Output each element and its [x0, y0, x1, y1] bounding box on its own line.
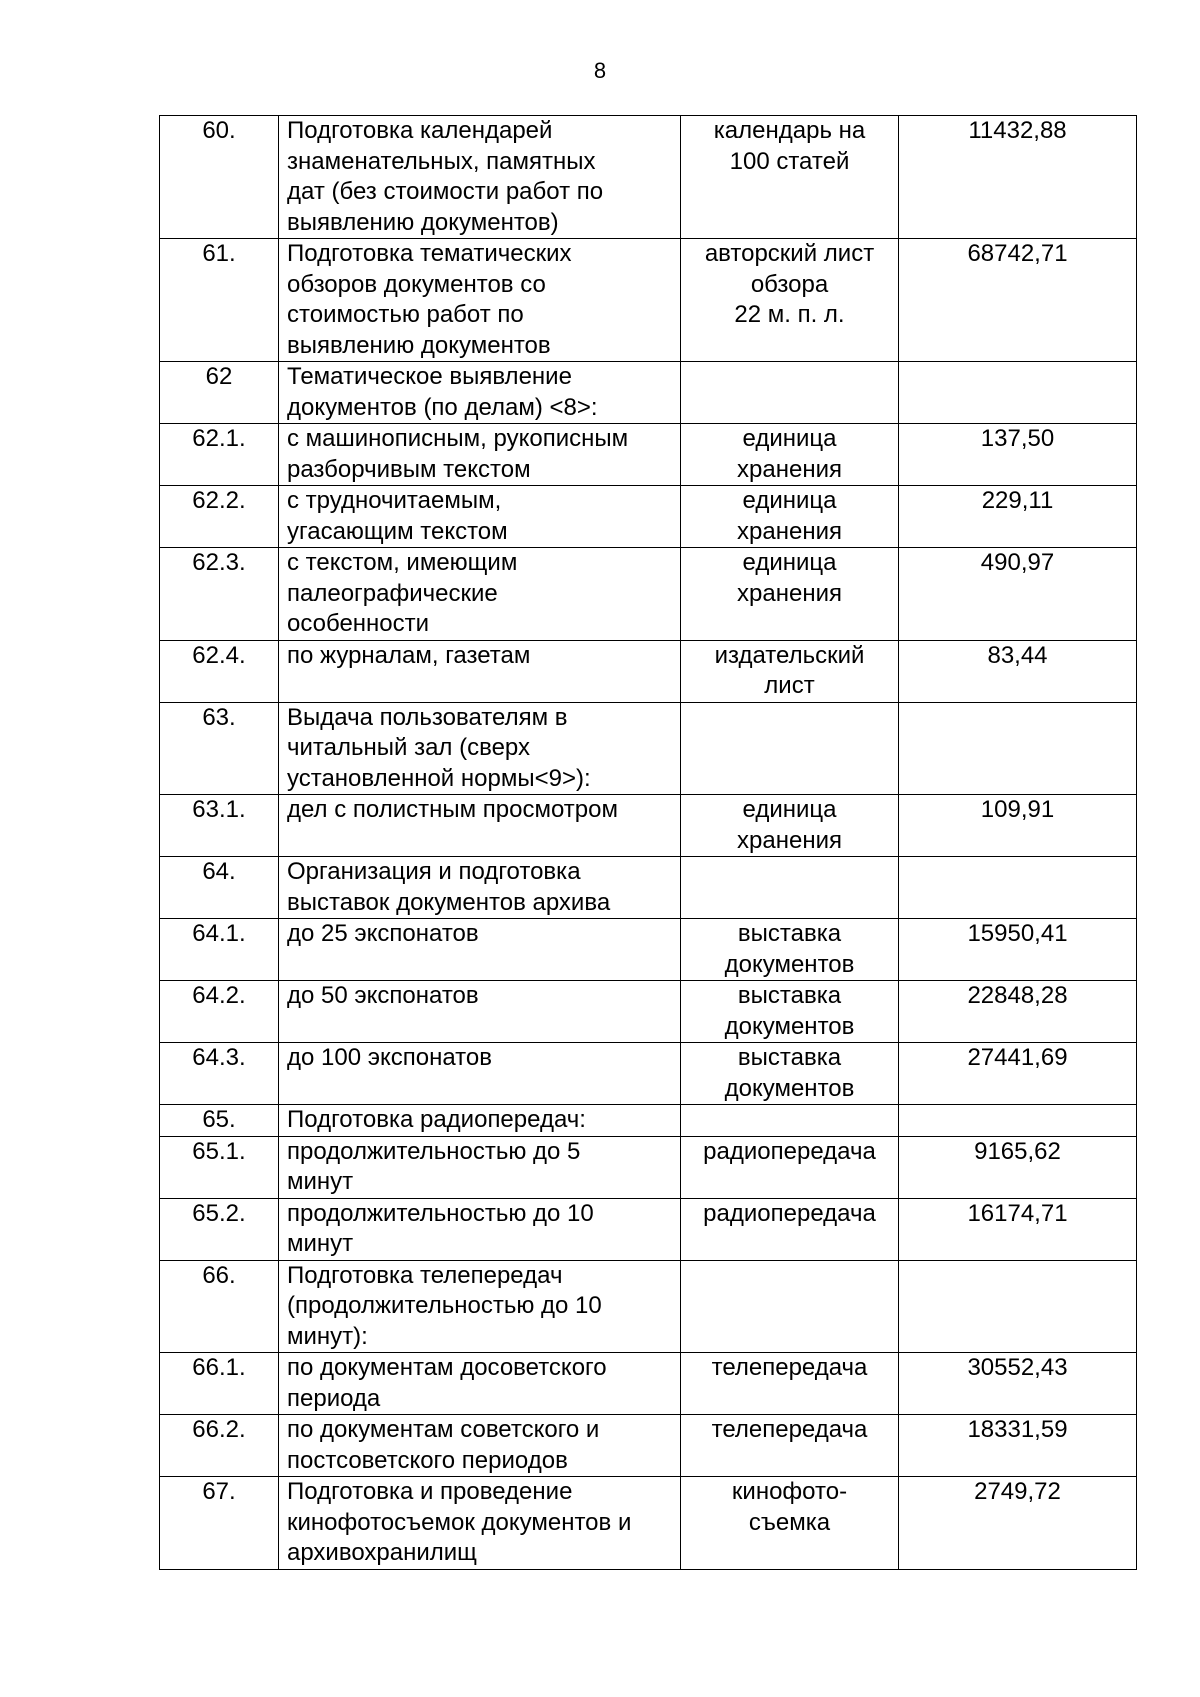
work-name-line: Подготовка тематических: [287, 240, 572, 267]
price-cell: 15950,41: [899, 919, 1137, 981]
unit-line: телепередача: [711, 1354, 868, 1381]
unit-cell: [681, 1136, 899, 1198]
unit-cell: [681, 981, 899, 1043]
work-name-line: Подготовка телепередач: [287, 1261, 563, 1289]
unit-line: съемка: [748, 1508, 831, 1536]
unit-line: радиопередача: [703, 1137, 876, 1165]
table-row: [160, 1260, 1137, 1353]
work-name-cell: [279, 702, 681, 795]
work-name-line: дел с полистным просмотром: [287, 796, 618, 823]
table-row: [160, 640, 1137, 702]
work-name-cell: [279, 1415, 681, 1477]
work-name-cell: [279, 1260, 681, 1353]
work-name-line: палеографические: [287, 579, 498, 607]
table-row: [160, 424, 1137, 486]
work-name-cell: [279, 486, 681, 548]
price-cell: 11432,88: [899, 116, 1137, 239]
work-name-line: минут):: [287, 1322, 368, 1350]
price-cell: 2749,72: [899, 1477, 1137, 1570]
work-name-cell: [279, 1105, 681, 1137]
work-name-cell: [279, 640, 681, 702]
unit-line: документов: [724, 1074, 855, 1102]
work-name-line: выявлению документов): [287, 208, 559, 236]
table-row: [160, 857, 1137, 919]
price-cell: 490,97: [899, 548, 1137, 641]
table-row: [160, 1043, 1137, 1105]
unit-cell: [681, 486, 899, 548]
row-number-cell: 63.: [160, 702, 279, 795]
row-number-cell: 64.2.: [160, 981, 279, 1043]
row-number-cell: 61.: [160, 239, 279, 362]
work-name-line: периода: [287, 1384, 381, 1412]
table-row: [160, 1477, 1137, 1570]
page-number: 8: [593, 58, 607, 83]
work-name-line: разборчивым текстом: [287, 455, 531, 483]
work-name-line: до 25 экспонатов: [287, 920, 479, 947]
table-row: [160, 362, 1137, 424]
row-number-cell: 62.3.: [160, 548, 279, 641]
table-row: [160, 1415, 1137, 1477]
unit-line: хранения: [737, 517, 842, 545]
row-number-cell: 65.1.: [160, 1136, 279, 1198]
unit-cell: [681, 424, 899, 486]
price-cell: [899, 857, 1137, 919]
row-number-cell: 64.: [160, 857, 279, 919]
unit-line: лист: [764, 672, 815, 699]
table-row: [160, 486, 1137, 548]
work-name-line: Подготовка и проведение: [287, 1478, 573, 1505]
row-number-cell: 60.: [160, 116, 279, 239]
work-name-cell: [279, 1136, 681, 1198]
work-name-line: Выдача пользователям в: [287, 703, 568, 731]
unit-line: выставка: [737, 982, 842, 1009]
price-cell: 27441,69: [899, 1043, 1137, 1105]
row-number-cell: 62.1.: [160, 424, 279, 486]
row-number-cell: 66.2.: [160, 1415, 279, 1477]
work-name-line: с трудночитаемым,: [287, 487, 502, 514]
unit-line: единица: [742, 425, 837, 452]
price-cell: [899, 1105, 1137, 1137]
price-cell: 18331,59: [899, 1415, 1137, 1477]
work-name-cell: [279, 1477, 681, 1570]
unit-cell: [681, 702, 899, 795]
price-cell: 9165,62: [899, 1136, 1137, 1198]
table-row: [160, 1198, 1137, 1260]
unit-line: издательский: [714, 641, 865, 669]
unit-line: выставка: [737, 920, 842, 947]
work-name-cell: [279, 548, 681, 641]
unit-cell: [681, 1105, 899, 1137]
price-cell: 30552,43: [899, 1353, 1137, 1415]
price-cell: 22848,28: [899, 981, 1137, 1043]
price-table: [159, 115, 1137, 1570]
unit-cell: [681, 362, 899, 424]
price-cell: [899, 702, 1137, 795]
row-number-cell: 64.1.: [160, 919, 279, 981]
work-name-line: Подготовка радиопередач:: [287, 1106, 586, 1133]
row-number-cell: 66.: [160, 1260, 279, 1353]
work-name-line: до 50 экспонатов: [287, 982, 479, 1009]
work-name-line: кинофотосъемок документов и: [287, 1508, 632, 1536]
unit-cell: [681, 1415, 899, 1477]
work-name-line: Тематическое выявление: [287, 363, 572, 390]
table-row: [160, 1136, 1137, 1198]
unit-line: единица: [742, 796, 837, 823]
work-name-cell: [279, 239, 681, 362]
work-name-line: документов (по делам) <8>:: [287, 393, 598, 421]
unit-line: выставка: [737, 1044, 842, 1071]
price-cell: 137,50: [899, 424, 1137, 486]
unit-cell: [681, 640, 899, 702]
table-row: [160, 1105, 1137, 1137]
work-name-line: читальный зал (сверх: [287, 734, 530, 761]
row-number-cell: 64.3.: [160, 1043, 279, 1105]
unit-line: телепередача: [711, 1416, 868, 1443]
price-cell: 109,91: [899, 795, 1137, 857]
price-cell: [899, 362, 1137, 424]
unit-line: радиопередача: [703, 1199, 876, 1227]
table-row: [160, 239, 1137, 362]
work-name-line: постсоветского периодов: [287, 1446, 568, 1474]
unit-line: хранения: [737, 579, 842, 607]
unit-line: единица: [742, 549, 837, 576]
row-number-cell: 62.4.: [160, 640, 279, 702]
work-name-cell: [279, 919, 681, 981]
work-name-cell: [279, 1353, 681, 1415]
work-name-line: до 100 экспонатов: [287, 1044, 492, 1071]
table-row: [160, 548, 1137, 641]
table-row: [160, 702, 1137, 795]
price-cell: 16174,71: [899, 1198, 1137, 1260]
table-row: [160, 1353, 1137, 1415]
price-cell: 83,44: [899, 640, 1137, 702]
row-number-cell: 66.1.: [160, 1353, 279, 1415]
table-row: [160, 919, 1137, 981]
unit-cell: [681, 1043, 899, 1105]
unit-cell: [681, 857, 899, 919]
work-name-line: выявлению документов: [287, 331, 551, 359]
unit-line: авторский лист: [704, 240, 875, 267]
unit-cell: [681, 795, 899, 857]
work-name-line: продолжительностью до 5: [287, 1137, 581, 1165]
work-name-line: стоимостью работ по: [287, 301, 524, 328]
work-name-line: по документам досоветского: [287, 1354, 607, 1381]
unit-line: документов: [724, 950, 855, 978]
work-name-line: особенности: [287, 610, 430, 637]
work-name-line: минут: [287, 1168, 354, 1195]
work-name-line: установленной нормы<9>):: [287, 764, 591, 792]
unit-line: хранения: [737, 455, 842, 483]
work-name-line: с текстом, имеющим: [287, 549, 518, 576]
unit-line: обзора: [750, 270, 829, 298]
unit-cell: [681, 1260, 899, 1353]
price-cell: 229,11: [899, 486, 1137, 548]
unit-cell: [681, 1477, 899, 1570]
row-number-cell: 65.: [160, 1105, 279, 1137]
table-row: [160, 795, 1137, 857]
work-name-line: Подготовка календарей: [287, 117, 553, 144]
unit-cell: [681, 1198, 899, 1260]
unit-line: хранения: [737, 826, 842, 854]
work-name-cell: [279, 857, 681, 919]
row-number-cell: 67.: [160, 1477, 279, 1570]
work-name-line: по журналам, газетам: [287, 641, 531, 669]
unit-cell: [681, 1353, 899, 1415]
work-name-cell: [279, 116, 681, 239]
work-name-cell: [279, 981, 681, 1043]
unit-line: единица: [742, 487, 837, 514]
work-name-line: угасающим текстом: [287, 517, 508, 545]
unit-line: 100 статей: [729, 147, 850, 175]
work-name-cell: [279, 1198, 681, 1260]
work-name-line: продолжительностью до 10: [287, 1199, 594, 1227]
row-number-cell: 63.1.: [160, 795, 279, 857]
row-number-cell: 62: [160, 362, 279, 424]
unit-cell: [681, 116, 899, 239]
work-name-line: минут: [287, 1230, 354, 1257]
work-name-line: обзоров документов со: [287, 270, 546, 298]
work-name-line: архивохранилищ: [287, 1539, 477, 1566]
work-name-cell: [279, 424, 681, 486]
work-name-cell: [279, 362, 681, 424]
work-name-cell: [279, 795, 681, 857]
unit-cell: [681, 548, 899, 641]
price-cell: [899, 1260, 1137, 1353]
work-name-line: выставок документов архива: [287, 888, 611, 916]
table-row: [160, 981, 1137, 1043]
work-name-line: (продолжительностью до 10: [287, 1292, 602, 1319]
price-cell: 68742,71: [899, 239, 1137, 362]
unit-line: кинофото-: [731, 1478, 848, 1505]
unit-line: 22 м. п. л.: [734, 301, 845, 328]
work-name-line: знаменательных, памятных: [287, 147, 596, 175]
work-name-line: по документам советского и: [287, 1416, 600, 1443]
unit-line: календарь на: [713, 117, 866, 144]
unit-line: документов: [724, 1012, 855, 1040]
row-number-cell: 62.2.: [160, 486, 279, 548]
table-body: [160, 116, 1137, 1570]
work-name-cell: [279, 1043, 681, 1105]
work-name-line: с машинописным, рукописным: [287, 425, 629, 452]
work-name-line: дат (без стоимости работ по: [287, 178, 604, 205]
unit-cell: [681, 919, 899, 981]
row-number-cell: 65.2.: [160, 1198, 279, 1260]
table-row: [160, 116, 1137, 239]
unit-cell: [681, 239, 899, 362]
work-name-line: Организация и подготовка: [287, 858, 581, 885]
